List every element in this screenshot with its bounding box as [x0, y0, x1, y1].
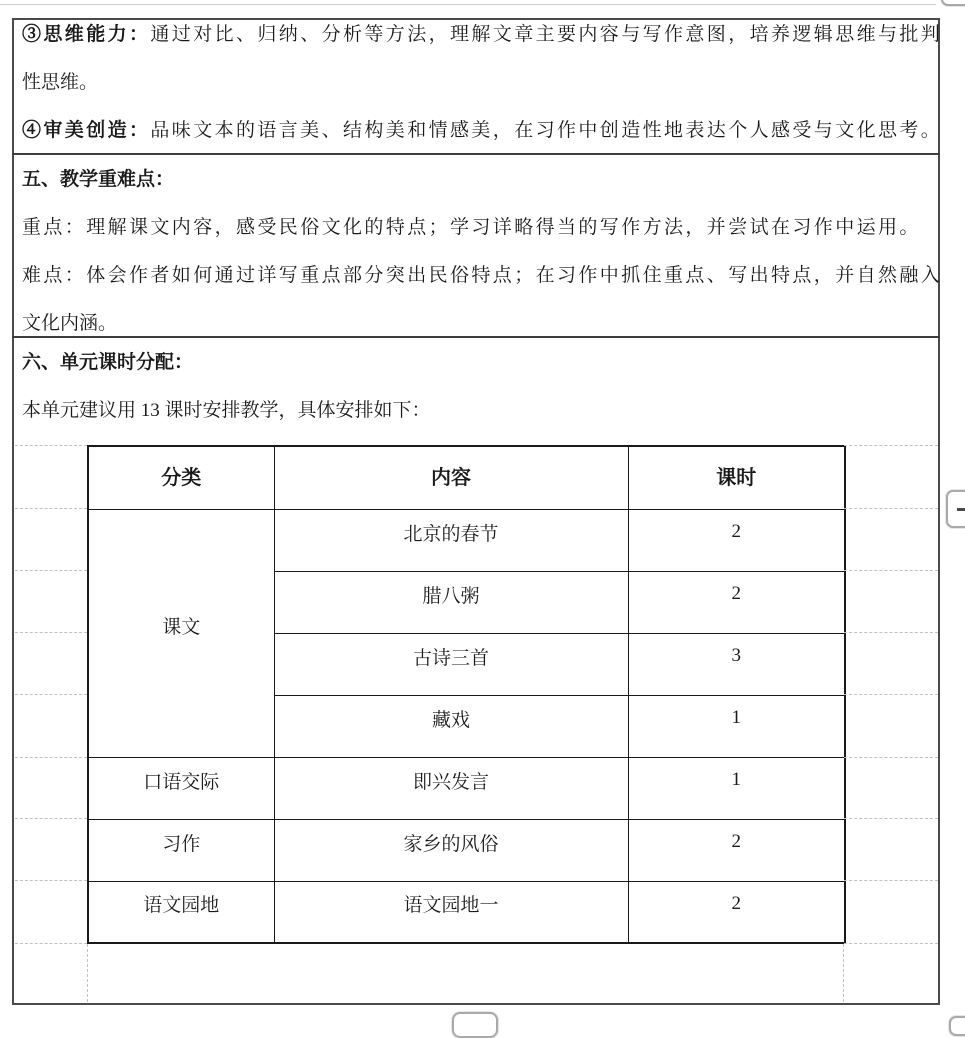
- ability-3-text: 通过对比、归纳、分析等方法，理解文章主要内容与写作意图，培养逻辑思维与批判: [150, 24, 943, 45]
- gridline-extension: [844, 445, 938, 446]
- gridline-extension: [15, 818, 87, 819]
- key-points-line-1: 重点：理解课文内容，感受民俗文化的特点；学习详略得当的写作方法，并尝试在习作中运用。: [22, 217, 921, 238]
- gridline-extension: [844, 880, 938, 881]
- table-header-row: [88, 446, 845, 509]
- header-hours: 课时: [628, 446, 845, 509]
- cell-category: 语文园地: [88, 881, 274, 943]
- gridline-extension: [15, 943, 87, 944]
- collapse-button[interactable]: [946, 490, 965, 528]
- abilities-line-2: 性思维。: [22, 72, 99, 93]
- table-row: [88, 819, 845, 881]
- cell-content: 即兴发言: [274, 757, 628, 819]
- gridline-extension: [15, 632, 87, 633]
- ability-4-text: 品味文本的语言美、结构美和情感美，在习作中创造性地表达个人感受与文化思考。: [150, 120, 943, 141]
- cell-hours: 2: [628, 509, 845, 571]
- gridline-extension: [844, 943, 938, 944]
- cell-content: 古诗三首: [274, 633, 628, 695]
- cell-content: 腊八粥: [274, 571, 628, 633]
- schedule-table: [87, 445, 846, 944]
- ability-4-label: ④审美创造：: [22, 120, 151, 141]
- table-row: [88, 881, 845, 943]
- cell-category: 习作: [88, 819, 274, 881]
- header-content: 内容: [274, 446, 628, 509]
- page-nav-button-partial[interactable]: [452, 1012, 498, 1038]
- section-abilities: [22, 11, 943, 155]
- key-points-line-2: 难点：体会作者如何通过详写重点部分突出民俗特点；在习作中抓住重点、写出特点，并自然融入: [22, 265, 943, 286]
- cell-content: 北京的春节: [274, 509, 628, 571]
- gridline-extension: [15, 757, 87, 758]
- section-key-points: [22, 156, 943, 348]
- cell-category: 口语交际: [88, 757, 274, 819]
- table-row: [88, 509, 845, 571]
- gridline-extension: [15, 880, 87, 881]
- gridline-extension-vertical: [843, 944, 844, 1002]
- gridline-extension-vertical: [87, 944, 88, 1002]
- corner-button-partial[interactable]: [949, 1016, 965, 1036]
- gridline-extension: [15, 570, 87, 571]
- cell-hours: 2: [628, 819, 845, 881]
- cell-hours: 2: [628, 571, 845, 633]
- cell-hours: 2: [628, 881, 845, 943]
- gridline-extension: [15, 445, 87, 446]
- cell-hours: 1: [628, 695, 845, 757]
- table-row: [88, 757, 845, 819]
- cell-hours: 1: [628, 757, 845, 819]
- gridline-extension: [844, 757, 938, 758]
- cell-content: 藏戏: [274, 695, 628, 757]
- abilities-line-1: [22, 11, 943, 59]
- cell-category-kewen: 课文: [88, 509, 274, 757]
- top-edge-divider: [0, 4, 936, 5]
- minus-icon: [957, 508, 965, 511]
- cell-content: 家乡的风俗: [274, 819, 628, 881]
- abilities-line-3: [22, 107, 943, 155]
- schedule-heading: 六、单元课时分配：: [22, 352, 194, 373]
- key-points-line-3: 文化内涵。: [22, 313, 118, 334]
- gridline-extension: [844, 818, 938, 819]
- gridline-extension: [844, 632, 938, 633]
- cell-hours: 3: [628, 633, 845, 695]
- scroll-widget-top-partial[interactable]: [941, 0, 965, 6]
- gridline-extension: [15, 508, 87, 509]
- schedule-intro: 本单元建议用 13 课时安排教学，具体安排如下：: [22, 400, 431, 421]
- header-category: 分类: [88, 446, 274, 509]
- gridline-extension: [15, 694, 87, 695]
- gridline-extension: [844, 694, 938, 695]
- ability-3-label: ③思维能力：: [22, 24, 151, 45]
- cell-content: 语文园地一: [274, 881, 628, 943]
- gridline-extension: [844, 508, 938, 509]
- gridline-extension: [844, 570, 938, 571]
- section-schedule: [22, 339, 934, 435]
- key-points-heading: 五、教学重难点：: [22, 169, 175, 190]
